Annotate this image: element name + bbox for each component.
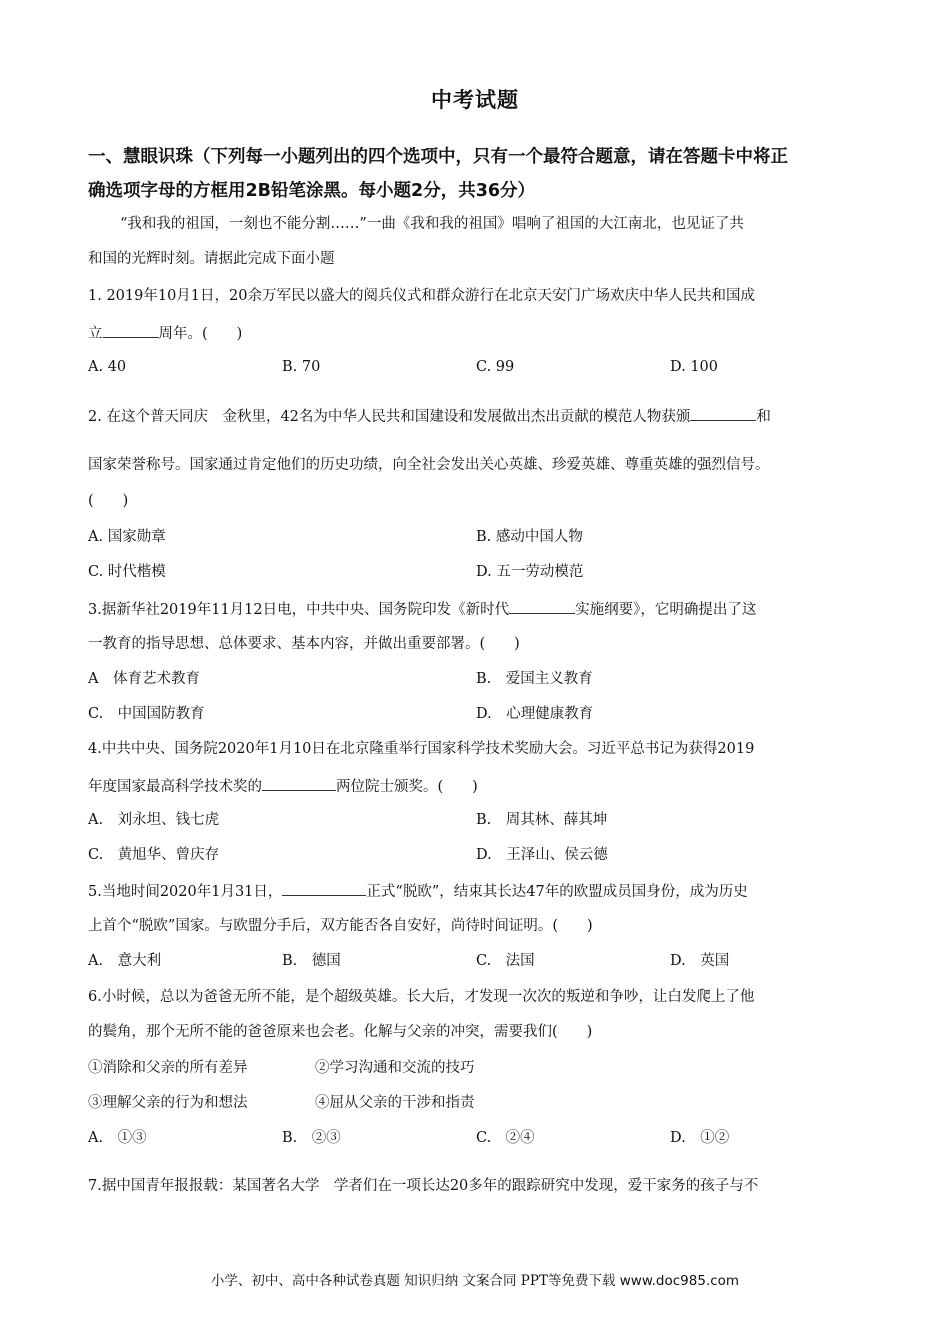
q3-option-c: C. 中国国防教育 xyxy=(88,706,205,722)
q6-statement-3: ③理解父亲的行为和想法 xyxy=(88,1095,248,1111)
question-1-text-a: 立 xyxy=(88,326,103,342)
question-1-line-1: 1. 2019年10月1日，20余万军民以盛大的阅兵仪式和群众游行在北京天安门广场欢庆中华人民共和国成 xyxy=(88,288,755,304)
question-3-line-1 xyxy=(88,598,756,618)
question-1-line-2 xyxy=(88,322,242,342)
question-4-line-2 xyxy=(88,775,478,795)
section-heading xyxy=(88,140,868,208)
q6-option-a: A. ①③ xyxy=(88,1130,147,1146)
q2-option-d: D. 五一劳动模范 xyxy=(476,564,584,580)
q6-statement-1: ①消除和父亲的所有差异 xyxy=(88,1060,248,1076)
q2-option-c: C. 时代楷模 xyxy=(88,564,166,580)
page-footer xyxy=(0,1269,950,1289)
q6-statement-2: ②学习沟通和交流的技巧 xyxy=(315,1060,475,1076)
question-2-line-1 xyxy=(88,405,771,425)
question-4-line-1: 4.中共中央、国务院2020年1月10日在北京隆重举行国家科学技术奖励大会。习近平总书记为获得2019 xyxy=(88,741,755,757)
footer-link[interactable]: www.doc985.com xyxy=(619,1273,740,1289)
intro-line-2: 和国的光辉时刻。请据此完成下面小题 xyxy=(88,251,335,267)
question-3-text-b: 实施纲要》，它明确提出了这 xyxy=(575,602,757,618)
q4-option-a: A. 刘永坦、钱七虎 xyxy=(88,812,220,828)
q1-option-b: B. 70 xyxy=(282,359,321,375)
q5-option-c: C. 法国 xyxy=(476,953,535,969)
question-2-text-a: 2. 在这个普天同庆 金秋里，42名为中华人民共和国建设和发展做出杰出贡献的模范人物获颁 xyxy=(88,409,691,425)
question-7-line-1: 7.据中国青年报报载：某国著名大学 学者们在一项长达20多年的跟踪研究中发现，爱干家务的孩子与不 xyxy=(88,1178,759,1194)
q4-option-c: C. 黄旭华、曾庆存 xyxy=(88,847,220,863)
q4-option-d: D. 王泽山、侯云德 xyxy=(476,847,608,863)
answer-blank xyxy=(103,322,159,338)
intro-line-1: “我和我的祖国，一刻也不能分割……”一曲《我和我的祖国》唱响了祖国的大江南北，也见证了共 xyxy=(120,216,744,232)
answer-blank xyxy=(509,598,575,614)
q4-option-b: B. 周其林、薛其坤 xyxy=(476,812,608,828)
q6-option-b: B. ②③ xyxy=(282,1130,341,1146)
q2-option-b: B. 感动中国人物 xyxy=(476,529,583,545)
answer-blank xyxy=(282,880,366,896)
q1-option-c: C. 99 xyxy=(476,359,515,375)
footer-text: 小学、初中、高中各种试卷真题 知识归纳 文案合同 PPT等免费下载 xyxy=(210,1273,616,1289)
question-4-text-a: 年度国家最高科学技术奖的 xyxy=(88,779,262,795)
answer-blank xyxy=(262,775,336,791)
section-heading-line-1: 一、慧眼识珠（下列每一小题列出的四个选项中，只有一个最符合题意，请在答题卡中将正 xyxy=(88,147,788,167)
question-5-line-1 xyxy=(88,880,748,900)
question-5-line-2: 上首个“脱欧”国家。与欧盟分手后，双方能否各自安好，尚待时间证明。( ) xyxy=(88,918,593,934)
q6-option-d: D. ①② xyxy=(670,1130,730,1146)
q6-option-c: C. ②④ xyxy=(476,1130,535,1146)
question-6-line-2: 的鬓角，那个无所不能的爸爸原来也会老。化解与父亲的冲突，需要我们( ) xyxy=(88,1024,593,1040)
question-2-text-b: 和 xyxy=(756,409,771,425)
q1-option-d: D. 100 xyxy=(670,359,719,375)
question-2-line-3: ( ) xyxy=(88,493,129,509)
section-heading-line-2: 确选项字母的方框用2B铅笔涂黑。每小题2分，共36分） xyxy=(88,181,536,201)
q3-option-b: B. 爱国主义教育 xyxy=(476,671,593,687)
answer-blank xyxy=(690,405,756,421)
page-title: 中考试题 xyxy=(431,88,519,112)
question-5-text-a: 5.当地时间2020年1月31日， xyxy=(88,884,283,900)
question-5-text-b: 正式“脱欧”，结束其长达47年的欧盟成员国身份，成为历史 xyxy=(366,884,748,900)
question-1-text-b: 周年。( ) xyxy=(158,326,243,342)
q5-option-b: B. 德国 xyxy=(282,953,341,969)
q5-option-a: A. 意大利 xyxy=(88,953,162,969)
q5-option-d: D. 英国 xyxy=(670,953,730,969)
q1-option-a: A. 40 xyxy=(88,359,127,375)
question-3-line-2: 一教育的指导思想、总体要求、基本内容，并做出重要部署。( ) xyxy=(88,636,520,652)
question-3-text-a: 3.据新华社2019年11月12日电，中共中央、国务院印发《新时代 xyxy=(88,602,510,618)
q2-option-a: A. 国家勋章 xyxy=(88,529,166,545)
question-4-text-b: 两位院士颁奖。( ) xyxy=(336,779,478,795)
q3-option-a: A 体育艺术教育 xyxy=(88,671,200,687)
q6-statement-4: ④屈从父亲的干涉和指责 xyxy=(315,1095,475,1111)
question-6-line-1: 6.小时候，总以为爸爸无所不能，是个超级英雄。长大后，才发现一次次的叛逆和争吵，让白发爬上了他 xyxy=(88,989,755,1005)
question-2-line-2: 国家荣誉称号。国家通过肯定他们的历史功绩，向全社会发出关心英雄、珍爱英雄、尊重英雄的强烈信号。 xyxy=(88,457,770,473)
q3-option-d: D. 心理健康教育 xyxy=(476,706,594,722)
